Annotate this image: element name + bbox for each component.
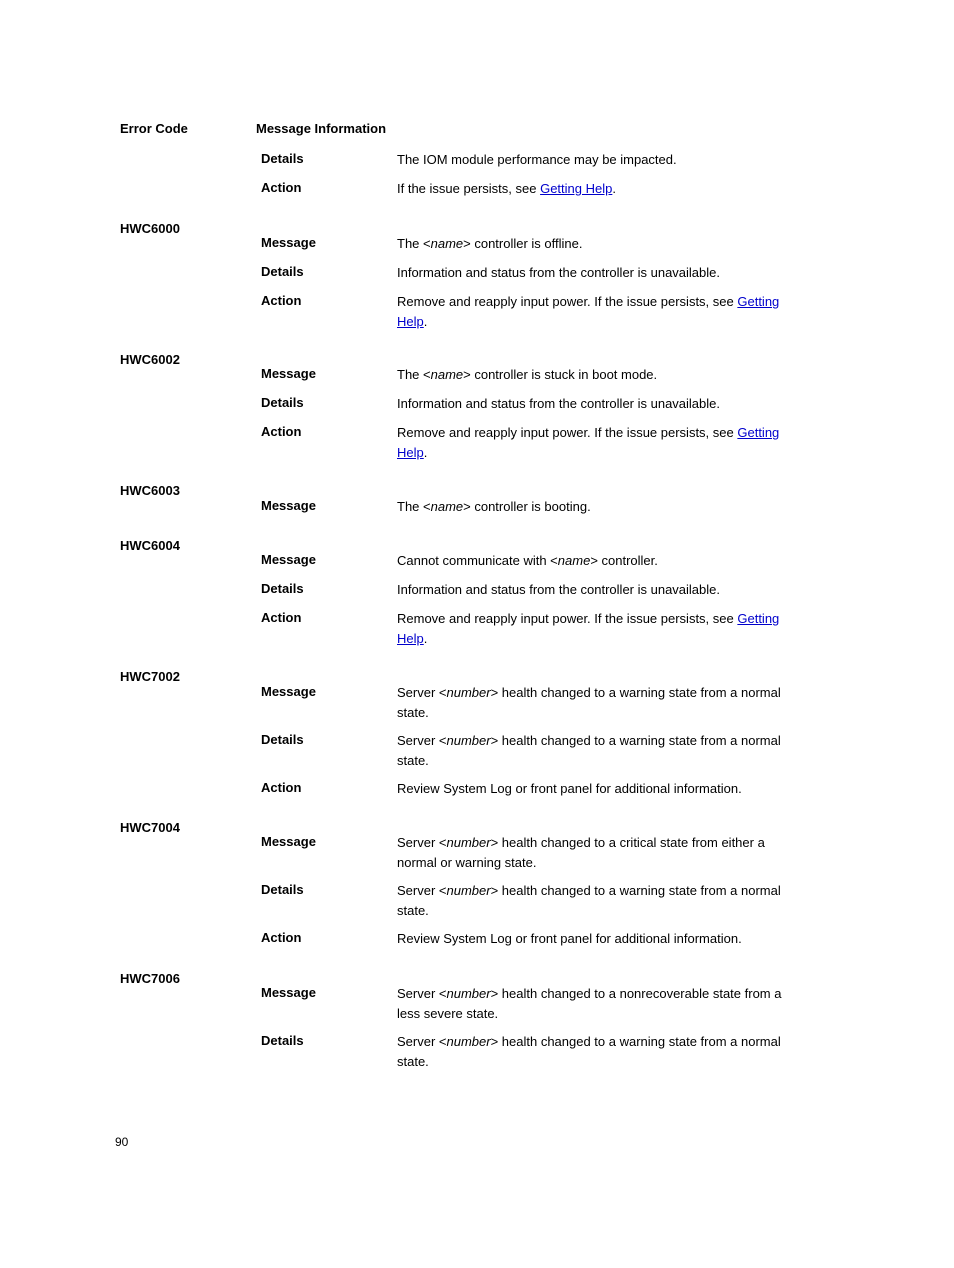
entry-label-details: Details: [261, 581, 304, 596]
text-segment: > health changed to a warning state from a normal state.: [397, 733, 781, 768]
text-segment: > health changed to a nonrecoverable state from a less severe state.: [397, 986, 782, 1021]
entry-text: [397, 551, 787, 571]
placeholder-variable: number: [446, 733, 491, 748]
entry-label-action: Action: [261, 180, 302, 195]
entry-label-action: Action: [261, 780, 302, 795]
entry-label-action: Action: [261, 930, 302, 945]
error-code: HWC7002: [120, 669, 180, 684]
entry-label-details: Details: [261, 1033, 304, 1048]
entry-text: [397, 929, 787, 949]
text-segment: > controller is offline.: [463, 236, 583, 251]
text-segment: > health changed to a warning state from a normal state.: [397, 685, 781, 720]
text-segment: The <: [397, 236, 431, 251]
text-segment: > health changed to a warning state from a normal state.: [397, 883, 781, 918]
text-segment: > health changed to a warning state from a normal state.: [397, 1034, 781, 1069]
placeholder-variable: name: [557, 553, 591, 568]
getting-help-link[interactable]: Getting Help: [397, 294, 780, 329]
text-segment: Remove and reapply input power. If the issue persists, see: [397, 611, 738, 626]
entry-label-message: Message: [261, 498, 316, 513]
entry-text: [397, 609, 787, 648]
text-segment: The <: [397, 499, 431, 514]
placeholder-variable: number: [446, 986, 491, 1001]
entry-text: [397, 833, 787, 872]
placeholder-variable: name: [430, 236, 464, 251]
text-segment: Server <: [397, 733, 447, 748]
text-segment: > controller is booting.: [463, 499, 591, 514]
text-segment: Server <: [397, 835, 447, 850]
entry-label-details: Details: [261, 732, 304, 747]
placeholder-variable: number: [446, 883, 491, 898]
entry-text: [397, 263, 787, 283]
message-information-header: Message Information: [256, 121, 387, 136]
text-segment: .: [423, 313, 428, 329]
error-code: HWC7004: [120, 820, 180, 835]
entry-text: [397, 292, 787, 331]
entry-label-action: Action: [261, 424, 302, 439]
text-segment: The <: [397, 367, 431, 382]
text-segment: If the issue persists, see: [397, 181, 541, 196]
entry-label-action: Action: [261, 610, 302, 625]
text-segment: Information and status from the controller is unavailable.: [397, 265, 721, 280]
getting-help-link[interactable]: Getting Help: [397, 425, 780, 460]
entry-text: [397, 1032, 787, 1071]
entry-label-message: Message: [261, 834, 316, 849]
entry-text: [397, 234, 787, 254]
entry-text: [397, 731, 787, 770]
text-segment: The IOM module performance may be impacted.: [397, 152, 677, 167]
entry-text: [397, 497, 787, 517]
entry-label-details: Details: [261, 264, 304, 279]
placeholder-variable: number: [446, 685, 491, 700]
entry-label-message: Message: [261, 366, 316, 381]
placeholder-variable: name: [430, 367, 464, 382]
text-segment: Cannot communicate with <: [397, 553, 558, 568]
entry-label-message: Message: [261, 235, 316, 250]
text-segment: Review System Log or front panel for additional information.: [397, 781, 742, 796]
entry-text: [397, 423, 787, 462]
entry-text: [397, 580, 787, 600]
entry-text: [397, 179, 787, 199]
placeholder-variable: number: [446, 1034, 491, 1049]
entry-text: [397, 365, 787, 385]
entry-label-details: Details: [261, 151, 304, 166]
entry-text: [397, 779, 787, 799]
text-segment: Review System Log or front panel for additional information.: [397, 931, 742, 946]
entry-text: [397, 150, 787, 170]
entry-label-details: Details: [261, 395, 304, 410]
entry-text: [397, 394, 787, 414]
entry-text: [397, 683, 787, 722]
text-segment: > controller.: [590, 553, 658, 568]
placeholder-variable: name: [430, 499, 464, 514]
text-segment: Remove and reapply input power. If the issue persists, see: [397, 425, 738, 440]
text-segment: Server <: [397, 883, 447, 898]
getting-help-link[interactable]: Getting Help: [540, 181, 613, 196]
text-segment: Server <: [397, 986, 447, 1001]
text-segment: Remove and reapply input power. If the issue persists, see: [397, 294, 738, 309]
entry-label-message: Message: [261, 552, 316, 567]
entry-label-message: Message: [261, 985, 316, 1000]
text-segment: Information and status from the controller is unavailable.: [397, 396, 721, 411]
error-code: HWC7006: [120, 971, 180, 986]
entry-label-message: Message: [261, 684, 316, 699]
text-segment: Server <: [397, 685, 447, 700]
entry-label-details: Details: [261, 882, 304, 897]
text-segment: > controller is stuck in boot mode.: [463, 367, 658, 382]
text-segment: .: [612, 181, 616, 196]
page-number: 90: [115, 1135, 129, 1149]
text-segment: .: [423, 444, 428, 460]
placeholder-variable: number: [446, 835, 491, 850]
error-code-header: Error Code: [120, 121, 188, 136]
entry-label-action: Action: [261, 293, 302, 308]
getting-help-link[interactable]: Getting Help: [397, 611, 780, 646]
text-segment: Server <: [397, 1034, 447, 1049]
error-code: HWC6003: [120, 483, 180, 498]
entry-text: [397, 881, 787, 920]
error-code: HWC6004: [120, 538, 180, 553]
text-segment: Information and status from the controller is unavailable.: [397, 582, 721, 597]
text-segment: .: [423, 630, 428, 646]
error-code: HWC6002: [120, 352, 180, 367]
entry-text: [397, 984, 787, 1023]
error-code: HWC6000: [120, 221, 180, 236]
text-segment: > health changed to a critical state from either a normal or warning state.: [397, 835, 765, 870]
